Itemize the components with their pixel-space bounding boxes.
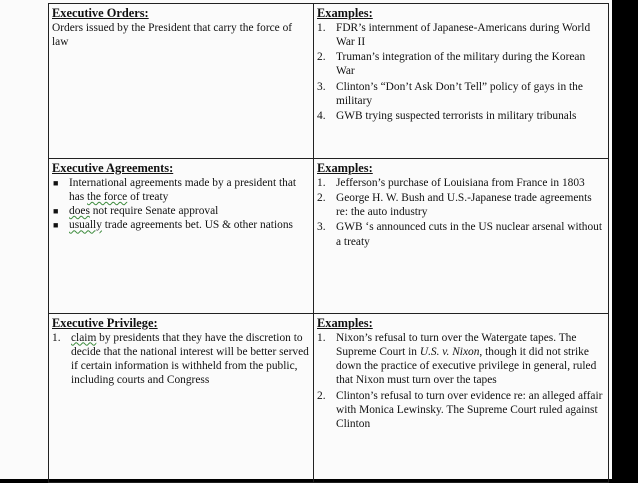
executive-orders-heading: Executive Orders: bbox=[52, 6, 149, 20]
examples-list bbox=[317, 176, 605, 249]
item-text: Clinton’s refusal to turn over evidence re: an alleged affair with Monica Lewinsky. The Supreme Court ruled against Clinton bbox=[336, 389, 603, 431]
item-text: FDR’s internment of Japanese-Americans during World War II bbox=[336, 21, 591, 48]
item-number: 2. bbox=[317, 191, 326, 204]
item-text: Jefferson’s purchase of Louisiana from France in 1803 bbox=[336, 176, 585, 189]
list-item bbox=[52, 204, 310, 218]
executive-agreements-heading: Executive Agreements: bbox=[52, 161, 174, 175]
list-item bbox=[52, 218, 310, 232]
list-item bbox=[317, 331, 605, 388]
item-text: GWB ‘s announced cuts in the US nuclear arsenal without a treaty bbox=[336, 221, 603, 248]
executive-privilege-examples-cell bbox=[314, 314, 609, 483]
item-text: GWB trying suspected terrorists in military tribunals bbox=[336, 110, 577, 123]
examples-heading: Examples: bbox=[317, 6, 373, 20]
examples-list bbox=[317, 21, 605, 124]
item-number: 1. bbox=[317, 21, 326, 34]
list-item bbox=[317, 50, 605, 79]
comparison-table bbox=[48, 3, 609, 483]
item-text: Truman’s integration of the military during the Korean War bbox=[336, 51, 586, 78]
bullet-icon: ■ bbox=[53, 220, 59, 231]
table-row bbox=[49, 4, 609, 159]
item-text: claim by presidents that they have the discretion to decide that the national interest will be better served if certain information is withheld from the public, including courts and Congress bbox=[71, 331, 309, 387]
examples-heading: Examples: bbox=[317, 161, 373, 175]
executive-privilege-cell bbox=[49, 314, 314, 483]
item-number: 1. bbox=[317, 176, 326, 189]
list-item bbox=[317, 21, 605, 50]
item-number: 1. bbox=[317, 331, 326, 344]
list-item bbox=[52, 176, 310, 205]
executive-orders-examples-cell bbox=[314, 4, 609, 159]
item-number: 2. bbox=[317, 389, 326, 402]
list-item bbox=[317, 176, 605, 190]
item-number: 4. bbox=[317, 110, 326, 123]
item-number: 3. bbox=[317, 80, 326, 93]
bullet-icon: ■ bbox=[53, 177, 59, 188]
item-number: 1. bbox=[52, 331, 61, 344]
item-text: George H. W. Bush and U.S.-Japanese trade agreements re: the auto industry bbox=[336, 191, 592, 219]
examples-heading: Examples: bbox=[317, 316, 373, 330]
bullet-icon: ■ bbox=[53, 206, 59, 217]
item-number: 3. bbox=[317, 221, 326, 234]
executive-privilege-heading: Executive Privilege: bbox=[52, 316, 158, 330]
list-item bbox=[317, 191, 605, 220]
executive-agreements-examples-cell bbox=[314, 159, 609, 314]
table-row bbox=[49, 314, 609, 483]
examples-list bbox=[317, 331, 605, 432]
privilege-definition-list bbox=[52, 331, 310, 388]
executive-agreements-cell bbox=[49, 159, 314, 314]
table-row bbox=[49, 159, 609, 314]
executive-orders-definition: Orders issued by the President that carry the force of law bbox=[52, 21, 293, 48]
list-item bbox=[317, 109, 605, 123]
item-text: International agreements made by a president that has the force of treaty bbox=[69, 176, 297, 203]
list-item bbox=[317, 220, 605, 249]
item-number: 2. bbox=[317, 51, 326, 64]
list-item bbox=[52, 331, 310, 388]
item-text: Nixon’s refusal to turn over the Watergate tapes. The Supreme Court in U.S. v. Nixon, though it did not strike down the practice of executive privilege in general, ruled that Nixon must turn over the tapes bbox=[336, 331, 597, 387]
list-item bbox=[317, 389, 605, 432]
agreements-bullet-list bbox=[52, 176, 310, 233]
executive-orders-cell bbox=[49, 4, 314, 159]
item-text: Clinton’s “Don’t Ask Don’t Tell” policy of gays in the military bbox=[336, 80, 583, 107]
item-text: usually trade agreements bet. US & other nations bbox=[69, 219, 293, 232]
list-item bbox=[317, 80, 605, 109]
item-text: does not require Senate approval bbox=[69, 205, 219, 218]
